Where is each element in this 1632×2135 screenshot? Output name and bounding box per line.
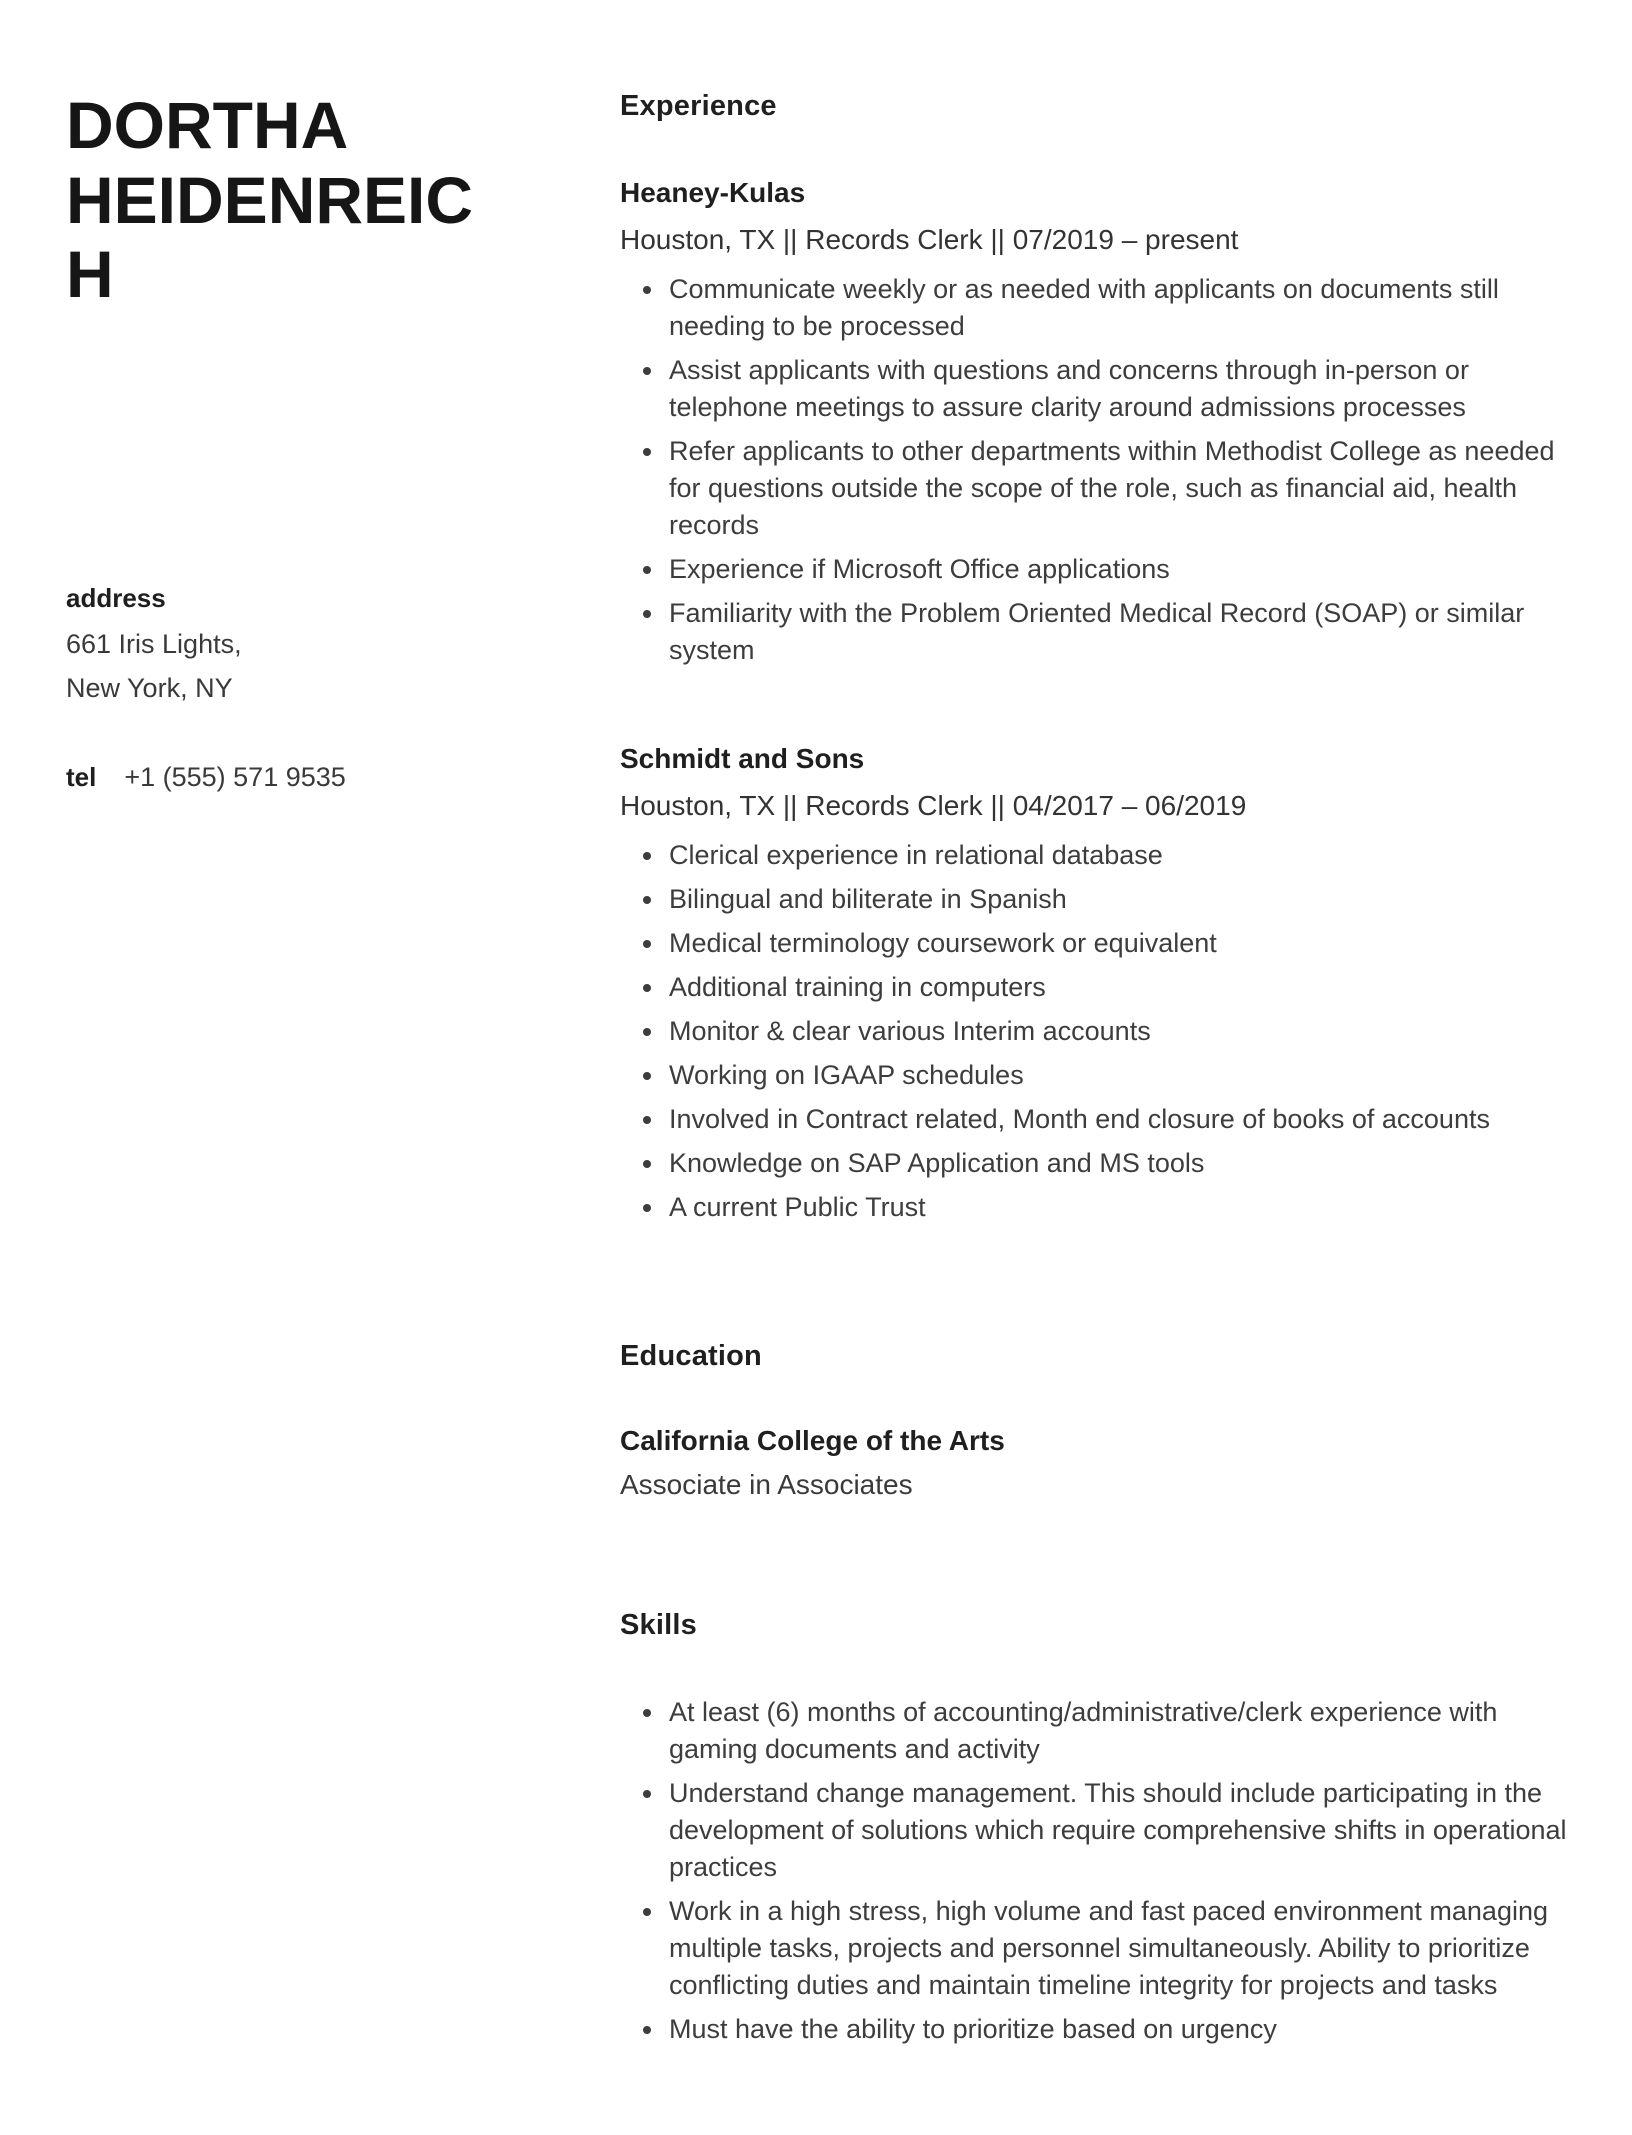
tel-value: +1 (555) 571 9535 <box>124 761 346 792</box>
bullet-item: • Refer applicants to other departments within Methodist College as needed for questions outside the scope of the role, such as financial aid, health records <box>666 433 1572 544</box>
bullet-item: • Clerical experience in relational database <box>666 837 1572 874</box>
bullet-item: • At least (6) months of accounting/administrative/clerk experience with gaming documents and activity <box>666 1694 1572 1768</box>
tel-label: tel <box>66 761 97 792</box>
address-label: address <box>66 582 166 613</box>
address-line-1: 661 Iris Lights, <box>66 629 242 660</box>
experience-section <box>620 90 1572 1226</box>
job-company: Schmidt and Sons <box>620 742 865 774</box>
skills-section <box>620 1609 1572 2048</box>
section-heading-experience: Experience <box>620 90 777 122</box>
bullet-item: • A current Public Trust <box>666 1189 1572 1226</box>
job-bullets <box>620 837 1572 1226</box>
section-heading-skills: Skills <box>620 1608 697 1641</box>
resume-name: DORTHA HEIDENREICH <box>66 88 474 312</box>
section-heading-education: Education <box>620 1339 762 1372</box>
tel-row <box>66 756 498 799</box>
bullet-item: • Bilingual and biliterate in Spanish <box>666 881 1572 918</box>
bullet-item: • Monitor & clear various Interim accounts <box>666 1013 1572 1050</box>
contact-section <box>66 578 498 799</box>
skills-bullets <box>620 1694 1572 2048</box>
job-heaney-kulas <box>620 177 1572 669</box>
bullet-item: • Understand change management. This should include participating in the development of solutions which require comprehensive shifts in operational practices <box>666 1775 1572 1886</box>
address-line-2: New York, NY <box>66 672 233 703</box>
bullet-item: • Knowledge on SAP Application and MS tools <box>666 1145 1572 1182</box>
sidebar <box>66 88 498 2055</box>
education-degree: Associate in Associates <box>620 1468 913 1500</box>
job-bullets <box>620 271 1572 669</box>
bullet-item: • Work in a high stress, high volume and fast paced environment managing multiple tasks, projects and personnel simultaneously. Ability to prioritize conflicting duties and maintain timeline integrity for projects and tasks <box>666 1893 1572 2004</box>
bullet-item: • Involved in Contract related, Month end closure of books of accounts <box>666 1101 1572 1138</box>
job-company: Heaney-Kulas <box>620 177 806 208</box>
job-meta: Houston, TX || Records Clerk || 04/2017 – 06/2019 <box>620 789 1247 821</box>
bullet-item: • Additional training in computers <box>666 969 1572 1006</box>
bullet-item: • Must have the ability to prioritize based on urgency <box>666 2011 1572 2048</box>
bullet-item: • Assist applicants with questions and concerns through in-person or telephone meetings to assure clarity around admissions processes <box>666 352 1572 426</box>
job-schmidt-and-sons <box>620 743 1572 1226</box>
bullet-item: • Medical terminology coursework or equivalent <box>666 925 1572 962</box>
main-content <box>620 88 1572 2055</box>
bullet-item: • Working on IGAAP schedules <box>666 1057 1572 1094</box>
education-section <box>620 1340 1572 1501</box>
bullet-item: • Familiarity with the Problem Oriented Medical Record (SOAP) or similar system <box>666 595 1572 669</box>
education-school: California College of the Arts <box>620 1424 1005 1456</box>
bullet-item: • Experience if Microsoft Office applications <box>666 551 1572 588</box>
bullet-item: • Communicate weekly or as needed with applicants on documents still needing to be processed <box>666 271 1572 345</box>
job-meta: Houston, TX || Records Clerk || 07/2019 – present <box>620 224 1239 255</box>
